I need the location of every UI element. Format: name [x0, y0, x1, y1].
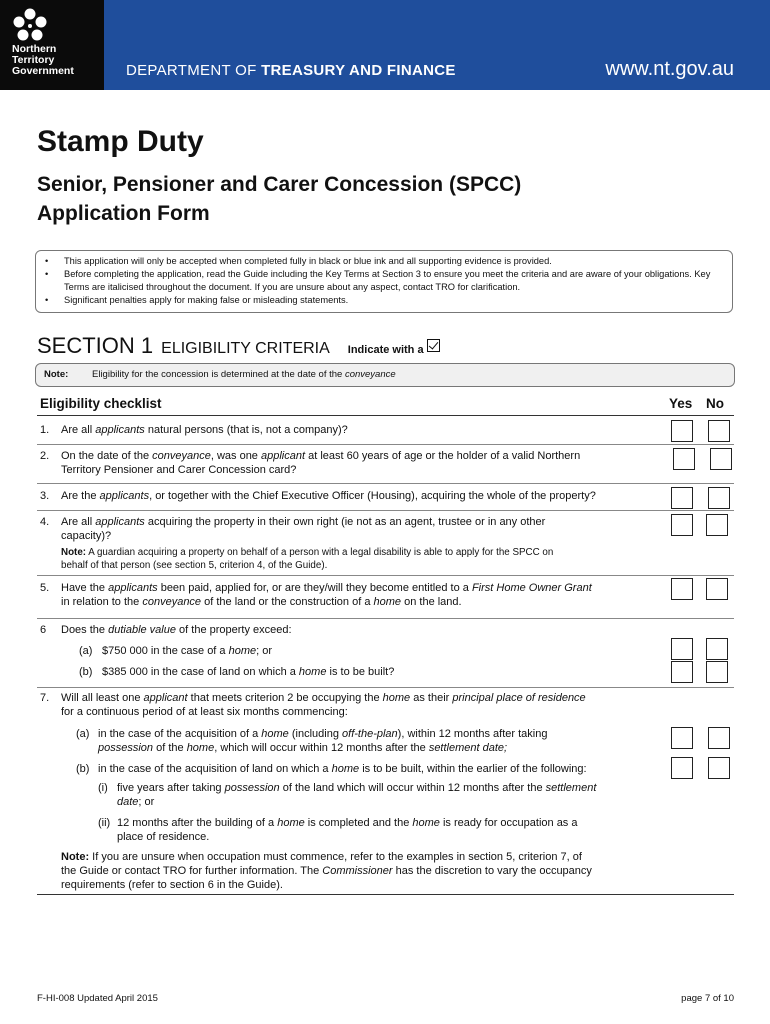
text-run: If you are unsure when occupation must commence, refer to the examples in section 5, criterion 7, of	[89, 851, 582, 863]
q7b-yes-checkbox[interactable]	[671, 757, 693, 779]
q4-no-checkbox[interactable]	[706, 514, 728, 536]
text-run: possession	[224, 782, 280, 794]
q3-yes-checkbox[interactable]	[671, 487, 693, 509]
text-run: (including	[288, 728, 343, 740]
q6a-yes-checkbox[interactable]	[671, 638, 693, 660]
question-3-text	[61, 489, 596, 503]
text-run: applicant	[143, 692, 188, 704]
divider	[37, 618, 734, 619]
text-run: dutiable value	[108, 624, 176, 636]
question-7b-i-line2	[117, 795, 154, 809]
question-5-line2	[61, 595, 462, 609]
instruction-text: This application will only be accepted when completed fully in black or blue ink and all supporting evidence is provided.	[64, 256, 552, 266]
department-name	[126, 62, 456, 79]
question-7b-i-text	[117, 781, 596, 795]
question-number: 3.	[40, 490, 50, 502]
text-run: $750 000 in the case of a	[102, 645, 229, 657]
sub-item-label: (i)	[98, 782, 108, 794]
question-7a-text	[98, 727, 547, 741]
sub-item-label: (b)	[76, 763, 90, 775]
instruction-item	[36, 255, 732, 268]
question-2-text	[61, 449, 580, 463]
text-run: natural persons (that is, not a company)?	[144, 424, 348, 436]
text-run: applicants	[95, 424, 145, 436]
flower-emblem-icon	[12, 8, 48, 44]
text-run: on the land.	[401, 596, 462, 608]
sub-item-label: (ii)	[98, 817, 111, 829]
text-run: is completed and the	[304, 817, 413, 829]
text-run: Are all	[61, 424, 96, 436]
text-run: at least 60 years of age or the holder of a valid Northern	[305, 450, 581, 462]
yes-column-header: Yes	[669, 396, 693, 411]
note-label: Note:	[61, 547, 87, 558]
form-code: F-HI-008 Updated April 2015	[37, 993, 158, 1004]
text-run: of the land which will occur within 12 months after the	[279, 782, 546, 794]
note-text	[92, 369, 396, 380]
question-number: 5.	[40, 582, 50, 594]
text-run: home	[331, 763, 360, 775]
text-run: applicants	[95, 516, 145, 528]
text-run: of the	[153, 742, 187, 754]
text-run: A guardian acquiring a property on behalf of a person with a legal disability is able to apply for the SPCC on	[86, 547, 554, 558]
section-heading	[37, 333, 440, 359]
question-number: 7.	[40, 692, 50, 704]
text-run: principal place of residence	[452, 692, 586, 704]
question-5-text	[61, 581, 592, 595]
checkmark-icon	[427, 339, 440, 352]
section-number: SECTION 1	[37, 333, 154, 358]
question-7b-ii-text	[117, 816, 577, 830]
question-4-line2: capacity)?	[61, 530, 112, 542]
page-header	[0, 0, 770, 90]
text-run: Have the	[61, 582, 109, 594]
text-run: that meets criterion 2 be occupying the	[187, 692, 383, 704]
text-run: applicants	[108, 582, 158, 594]
form-subtitle	[37, 170, 521, 228]
text-run: Does the	[61, 624, 109, 636]
question-number: 4.	[40, 516, 50, 528]
text-run: On the date of the	[61, 450, 153, 462]
q2-no-checkbox[interactable]	[710, 448, 732, 470]
sub-item-label: (a)	[79, 645, 93, 657]
instruction-text: Significant penalties apply for making false or misleading statements.	[64, 295, 349, 305]
q7b-no-checkbox[interactable]	[708, 757, 730, 779]
text-run: in the case of the acquisition of a	[98, 728, 262, 740]
text-run: 12 months after the building of a	[117, 817, 278, 829]
sub-item-label: (a)	[76, 728, 90, 740]
text-run: ), within 12 months after taking	[397, 728, 548, 740]
q6a-no-checkbox[interactable]	[706, 638, 728, 660]
question-7-text	[61, 691, 586, 705]
divider	[37, 415, 734, 416]
text-run: home	[228, 645, 257, 657]
q4-yes-checkbox[interactable]	[671, 514, 693, 536]
text-run: Are all	[61, 516, 96, 528]
text-run: acquiring the property in their own right (ie not as an agent, trustee or in any other	[144, 516, 546, 528]
text-run: the Guide or contact TRO for further information. The	[61, 865, 323, 877]
q3-no-checkbox[interactable]	[708, 487, 730, 509]
text-run: in relation to the	[61, 596, 143, 608]
section-name: ELIGIBILITY CRITERIA	[161, 340, 330, 357]
text-run: settlement	[545, 782, 597, 794]
question-2-line2: Territory Pensioner and Carer Concession card?	[61, 464, 297, 476]
bullet-icon: •	[45, 295, 49, 305]
text-run: $385 000 in the case of land on which a	[102, 666, 299, 678]
indicate-instruction: Indicate with a	[347, 344, 424, 356]
q5-yes-checkbox[interactable]	[671, 578, 693, 600]
text-run: been paid, applied for, or are they/will they become entitled to a	[157, 582, 472, 594]
instructions-box	[35, 250, 733, 313]
instruction-item	[36, 268, 732, 294]
note-text-plain: Eligibility for the concession is determined at the date of the	[92, 369, 345, 380]
text-run: in the case of the acquisition of land on which a	[98, 763, 332, 775]
q6b-no-checkbox[interactable]	[706, 661, 728, 683]
divider	[37, 510, 734, 511]
text-run: possession	[98, 742, 154, 754]
text-run: settlement date;	[428, 742, 508, 754]
question-7a-line2	[98, 741, 507, 755]
instruction-text: Before completing the application, read the Guide including the Key Terms at Section 3 to ensure you meet the criteria and are aware of your obligations. Key Terms are italicised throughout the document. If you are unsure about any aspect, contact TRO for clarification.	[64, 269, 711, 292]
text-run: Will all least one	[61, 692, 144, 704]
question-7-note	[61, 850, 582, 864]
page-number: page 7 of 10	[681, 993, 734, 1004]
note-label: Note:	[61, 851, 90, 863]
question-4-text	[61, 515, 545, 529]
question-7-note-line3: requirements (refer to section 6 in the Guide).	[61, 879, 283, 891]
question-number: 1.	[40, 424, 50, 436]
subtitle-line: Application Form	[37, 202, 210, 225]
divider	[37, 687, 734, 688]
instruction-item	[36, 294, 732, 307]
org-line: Government	[12, 65, 74, 77]
no-column-header: No	[706, 396, 724, 411]
text-run: of the property exceed:	[175, 624, 292, 636]
text-run: Are the	[61, 490, 100, 502]
bullet-icon: •	[45, 269, 49, 279]
subtitle-line: Senior, Pensioner and Carer Concession (SPCC)	[37, 173, 522, 196]
org-line: Northern	[12, 43, 57, 55]
text-run: of the land or the construction of a	[201, 596, 374, 608]
question-6b-text	[102, 665, 394, 679]
text-run: , or together with the Chief Executive Officer (Housing), acquiring the whole of the property?	[149, 490, 596, 502]
page-title: Stamp Duty	[37, 125, 204, 158]
q5-no-checkbox[interactable]	[706, 578, 728, 600]
question-6-text	[61, 623, 292, 637]
question-4-note-line2: behalf of that person (see section 5, criterion 4, of the Guide).	[61, 560, 328, 571]
website-url[interactable]: www.nt.gov.au	[605, 58, 734, 80]
government-logo	[0, 0, 104, 90]
divider	[37, 444, 734, 445]
question-1-text	[61, 423, 348, 437]
divider	[37, 575, 734, 576]
text-run: as their	[410, 692, 453, 704]
text-run: conveyance	[142, 596, 202, 608]
note-text-italic: conveyance	[344, 369, 396, 380]
question-7b-ii-line2: place of residence.	[117, 831, 210, 843]
text-run: is ready for occupation as a	[439, 817, 578, 829]
text-run: date	[117, 796, 139, 808]
q6b-yes-checkbox[interactable]	[671, 661, 693, 683]
text-run: , which will occur within 12 months after the	[214, 742, 429, 754]
note-label: Note:	[44, 369, 69, 380]
text-run: , was one	[210, 450, 261, 462]
text-run: home	[186, 742, 215, 754]
text-run: home	[298, 666, 327, 678]
text-run: ; or	[138, 796, 155, 808]
text-run: is to be built, within the earlier of the following:	[359, 763, 587, 775]
text-run: home	[277, 817, 305, 829]
text-run: applicants	[99, 490, 150, 502]
eligibility-note	[35, 363, 735, 387]
question-number: 6	[40, 624, 47, 636]
question-4-note	[61, 546, 553, 559]
text-run: home	[261, 728, 289, 740]
question-number: 2.	[40, 450, 50, 462]
sub-item-label: (b)	[79, 666, 93, 678]
org-line: Territory	[12, 54, 55, 66]
q2-yes-checkbox[interactable]	[673, 448, 695, 470]
question-6a-text	[102, 644, 272, 658]
text-run: Commissioner	[322, 865, 393, 877]
divider	[37, 894, 734, 895]
divider	[37, 483, 734, 484]
q1-yes-checkbox[interactable]	[671, 420, 693, 442]
bullet-icon: •	[45, 256, 49, 266]
q7a-no-checkbox[interactable]	[708, 727, 730, 749]
text-run: off-the-plan	[342, 728, 398, 740]
question-7-note-line2	[61, 864, 592, 878]
question-7b-text	[98, 762, 587, 776]
text-run: five years after taking	[117, 782, 225, 794]
q1-no-checkbox[interactable]	[708, 420, 730, 442]
dept-bold: TREASURY AND FINANCE	[261, 62, 456, 79]
text-run: is to be built?	[326, 666, 395, 678]
text-run: conveyance	[152, 450, 211, 462]
dept-prefix: DEPARTMENT OF	[126, 62, 257, 79]
checklist-title: Eligibility checklist	[40, 396, 162, 411]
text-run: home	[412, 817, 440, 829]
text-run: home	[373, 596, 402, 608]
text-run: ; or	[256, 645, 273, 657]
government-name	[12, 44, 74, 77]
text-run: First Home Owner Grant	[471, 582, 592, 594]
text-run: applicant	[260, 450, 306, 462]
question-7-line2: for a continuous period of at least six months commencing:	[61, 706, 348, 718]
text-run: has the discretion to vary the occupancy	[392, 865, 592, 877]
text-run: home	[382, 692, 411, 704]
q7a-yes-checkbox[interactable]	[671, 727, 693, 749]
